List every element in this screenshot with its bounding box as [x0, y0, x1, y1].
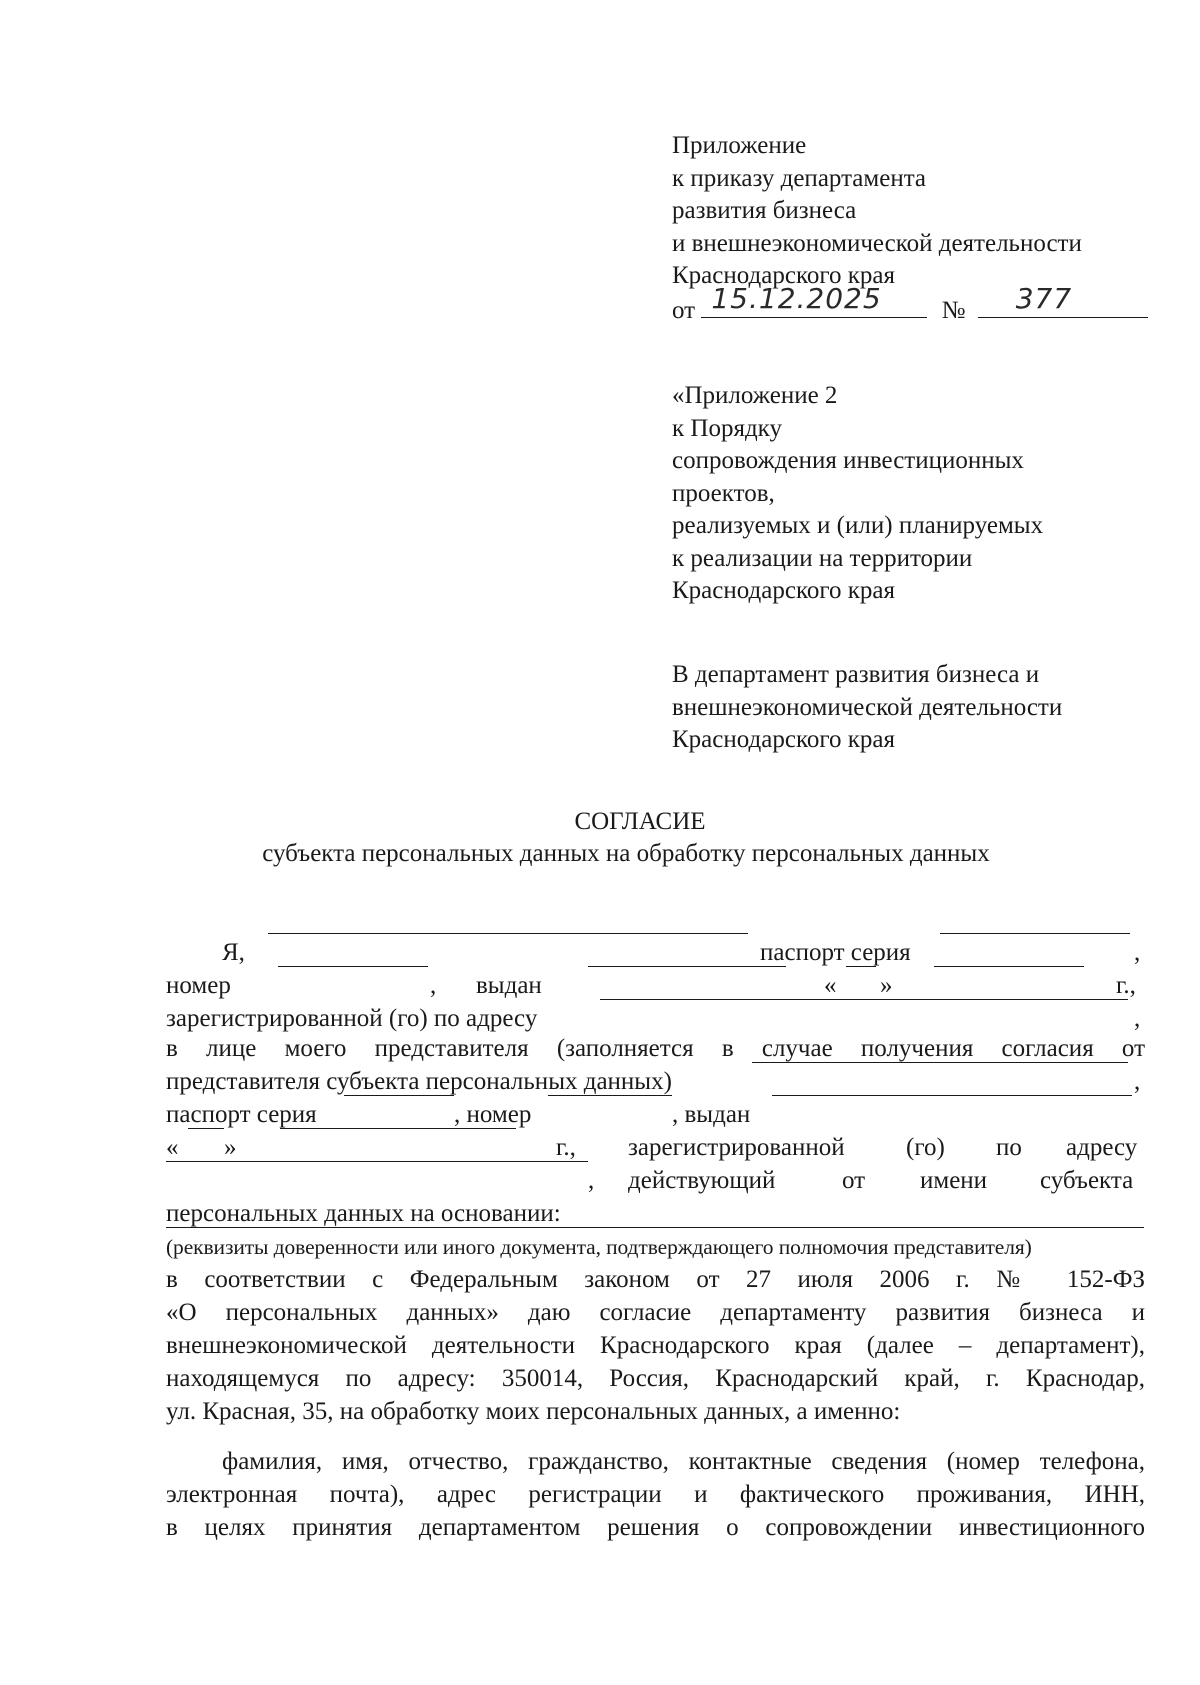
rep-address-field [166, 1161, 588, 1162]
order-date-handwritten: 15.12.2025 [711, 281, 882, 315]
po-label: по [996, 1134, 1022, 1161]
rep-issue-day-field [188, 1128, 224, 1129]
body-line: внешнеэкономической деятельности Краснодарского края (далее – департамент), [166, 1332, 1145, 1359]
addressee-block [672, 659, 1062, 757]
appendix-header [672, 130, 1148, 325]
document-hint: (реквизиты доверенности или иного документа, подтверждающего полномочия представителя) [166, 1235, 1032, 1259]
body-line: фамилия, имя, отчество, гражданство, контактные сведения (номер телефона, [222, 1448, 1145, 1475]
comma: , [1134, 939, 1141, 966]
appendix2-line: проектов, [672, 479, 775, 507]
quote-open: « [824, 972, 837, 999]
document-title: СОГЛАСИЕ [574, 808, 706, 835]
comma: , [1134, 1005, 1141, 1032]
comma: , [1134, 1068, 1141, 1095]
comma: , [430, 972, 437, 999]
year-label: г., [1116, 972, 1136, 999]
rep-issue-month-field [280, 1128, 516, 1129]
acting-label: действующий [628, 1167, 776, 1194]
body-line: «О персональных данных» даю согласие департаменту развития бизнеса и [166, 1299, 1145, 1326]
appendix-line: к приказу департамента [672, 164, 927, 192]
passport-number-field [278, 966, 428, 967]
from-label: от [672, 296, 696, 324]
order-date-field [701, 281, 927, 318]
year-label: г., [556, 1134, 576, 1161]
addressee-line: внешнеэкономической деятельности [672, 693, 1063, 721]
body-line: находящемуся по адресу: 350014, Россия, Краснодарский край, г. Краснодар, [166, 1365, 1145, 1392]
representative-text: в лице моего представителя (заполняется в случае получения согласия от [166, 1035, 1145, 1062]
subject-label: субъекта [1040, 1167, 1134, 1194]
issued-label: выдан [476, 972, 542, 999]
basis-document-field [166, 1227, 1144, 1228]
go-label: (го) [906, 1134, 945, 1161]
appendix2-line: к реализации на территории [672, 544, 973, 572]
number-label: номер [166, 972, 231, 999]
representative-name-field [752, 1062, 1128, 1063]
appendix-line: Краснодарского края [672, 262, 895, 289]
appendix2-header [672, 380, 1043, 608]
appendix2-line: реализуемых и (или) планируемых [672, 512, 1044, 539]
number-label: № [941, 296, 966, 324]
from-label: от [842, 1167, 866, 1194]
appendix2-line: «Приложение 2 [672, 382, 838, 409]
document-subtitle: субъекта персональных данных на обработку персональных данных [262, 840, 990, 867]
appendix2-line: к Порядку [672, 414, 782, 442]
registered-label: зарегистрированной [628, 1134, 845, 1161]
passport-series-field [940, 933, 1130, 934]
address-field [600, 999, 1128, 1000]
name-label: имени [920, 1167, 988, 1194]
issued-by-field [588, 966, 786, 967]
quote-close: » [224, 1134, 237, 1161]
number-label: , номер [454, 1101, 532, 1128]
rep-passport-number-field [548, 1095, 672, 1096]
rep-issued-by-field [772, 1095, 1132, 1096]
appendix-line: Приложение [672, 132, 807, 159]
passport-series-label: паспорт серия [166, 1101, 317, 1128]
registered-address-label: зарегистрированной (го) по адресу [166, 1005, 538, 1032]
issue-day-field [846, 966, 876, 967]
quote-close: » [880, 972, 893, 999]
addressee-line: В департамент развития бизнеса и [672, 661, 1040, 688]
ya-label: Я, [222, 939, 245, 966]
appendix2-line: Краснодарского края [672, 577, 895, 604]
fullname-field [268, 933, 748, 934]
comma: , [588, 1167, 595, 1194]
body-line: ул. Красная, 35, на обработку моих персональных данных, а именно: [166, 1398, 901, 1425]
appendix2-line: сопровождения инвестиционных [672, 447, 1024, 474]
order-date-line [672, 281, 1148, 326]
address-label: адресу [1066, 1134, 1138, 1161]
body-line: в целях принятия департаментом решения о сопровождении инвестиционного [166, 1514, 1145, 1541]
representative-text: представителя субъекта персональных данных) [166, 1068, 672, 1095]
passport-series-label: паспорт серия [760, 939, 911, 966]
appendix-line: развития бизнеса [672, 197, 857, 224]
order-number-handwritten: 377 [1015, 281, 1073, 315]
issue-month-field [934, 966, 1084, 967]
order-number-field [978, 281, 1148, 318]
basis-label: персональных данных на основании: [166, 1200, 561, 1227]
appendix-line: и внешнеэкономической деятельности [672, 229, 1082, 257]
issued-label: , выдан [672, 1101, 751, 1128]
body-line: в соответствии с Федеральным законом от 27 июля 2006 г. № 152-ФЗ [166, 1266, 1145, 1293]
addressee-line: Краснодарского края [672, 726, 895, 753]
rep-passport-series-field [344, 1095, 454, 1096]
body-line: электронная почта), адрес регистрации и фактического проживания, ИНН, [166, 1481, 1145, 1508]
quote-open: « [166, 1134, 179, 1161]
